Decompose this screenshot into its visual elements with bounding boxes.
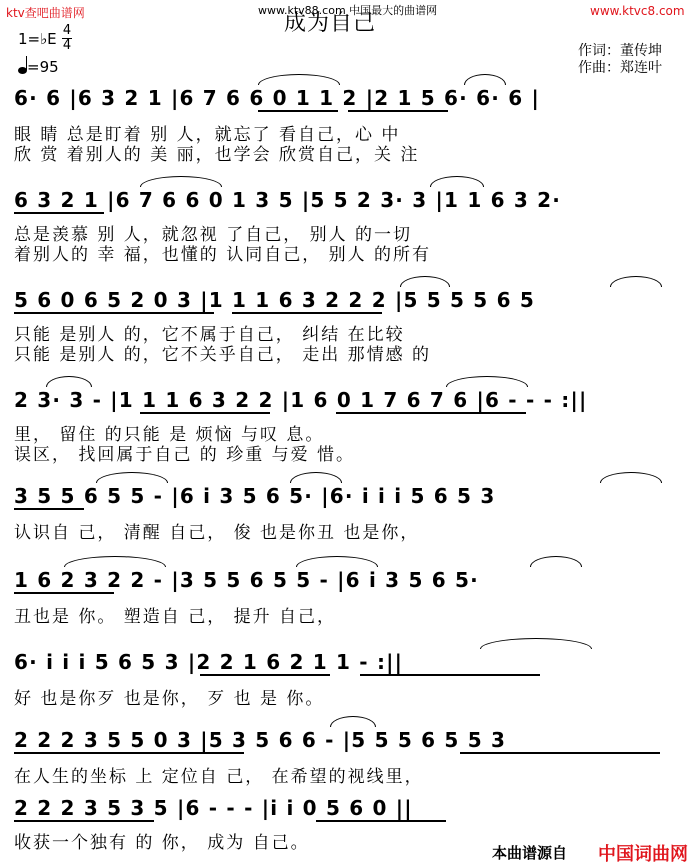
composer: 作曲：郑连叶: [578, 60, 662, 76]
slur-mark: [140, 176, 222, 187]
lyric-row-5: 认识自 己， 清醒 自己， 俊 也是你丑 也是你，: [14, 523, 420, 543]
beam-line: [14, 820, 154, 822]
slur-mark: [330, 716, 376, 727]
lyric-row-4-verse-1: 里， 留住 的只能 是 烦恼 与叹 息。: [14, 425, 325, 445]
notation-row-5: 3 5 5 6 5 5 - |6 i 3 5 6 5· |6· i i i 5 6 5 3: [14, 484, 496, 508]
slur-mark: [46, 376, 92, 387]
slur-mark: [530, 556, 582, 567]
beam-line: [336, 412, 526, 414]
site-watermark-left: ktv查吧曲谱网: [6, 6, 85, 20]
time-signature-bottom: 4: [62, 38, 72, 53]
slur-mark: [64, 556, 166, 567]
slur-mark: [610, 276, 662, 287]
lyric-row-3-verse-1: 只能 是别人 的，它不属于自己， 纠结 在比较: [14, 325, 405, 345]
lyric-row-6: 丑也是 你。 塑造自 己， 提升 自己，: [14, 607, 337, 627]
lyric-row-3-verse-2: 只能 是别人 的，它不关乎自己， 走出 那情感 的: [14, 345, 432, 365]
beam-line: [258, 110, 338, 112]
tempo-marking: [18, 56, 59, 76]
site-watermark-right: www.ktvc8.com: [590, 4, 685, 18]
beam-line: [360, 674, 540, 676]
slur-mark: [96, 472, 168, 483]
beam-line: [232, 312, 382, 314]
lyric-row-2-verse-2: 着别人的 幸 福，也懂的 认同自己， 别人 的所有: [14, 245, 432, 265]
lyric-row-4-verse-2: 误区， 找回属于自己 的 珍重 与爱 惜。: [14, 445, 356, 465]
notation-row-1: 6· 6 |6 3 2 1 |6 7 6 6 0 1 1 2 |2 1 5 6· 6· 6 |: [14, 86, 540, 110]
slur-mark: [600, 472, 662, 483]
lyricist: 作词：董传坤: [578, 43, 662, 59]
beam-line: [14, 312, 214, 314]
slur-mark: [296, 556, 378, 567]
notation-row-7: 6· i i i 5 6 5 3 |2 2 1 6 2 1 1 - :||: [14, 650, 404, 674]
site-watermark-center: www.ktv88.com 中国最大的曲谱网: [258, 4, 438, 17]
footer-source-label: 本曲谱源自: [492, 844, 568, 862]
beam-line: [14, 752, 244, 754]
slur-mark: [464, 74, 506, 85]
notation-row-9: 2 2 2 3 5 3 5 |6 - - - |i i 0 5 6 0 ||: [14, 796, 413, 820]
beam-line: [14, 508, 84, 510]
slur-mark: [446, 376, 528, 387]
lyric-row-7: 好 也是你歹 也是你， 歹 也 是 你。: [14, 689, 325, 709]
key-signature: 1=♭E: [18, 30, 57, 48]
beam-line: [14, 212, 104, 214]
footer-brand-logo: 中国词曲网: [598, 844, 688, 865]
lyric-row-8: 在人生的坐标 上 定位自 己， 在希望的视线里，: [14, 767, 424, 787]
notation-row-6: 1 6 2 3 2 2 - |3 5 5 6 5 5 - |6 i 3 5 6 5·: [14, 568, 479, 592]
notation-row-2: 6 3 2 1 |6 7 6 6 0 1 3 5 |5 5 2 3· 3 |1 1 6 3 2·: [14, 188, 562, 212]
lyric-row-1-verse-2: 欣 赏 着别人的 美 丽，也学会 欣赏自己，关 注: [14, 145, 420, 165]
song-title: 成为自己: [284, 11, 377, 36]
notation-row-8: 2 2 2 3 5 5 0 3 |5 3 5 6 6 - |5 5 5 6 5 5 3: [14, 728, 507, 752]
notation-row-4: 2 3· 3 - |1 1 1 6 3 2 2 |1 6 0 1 7 6 7 6 |6 - - - :||: [14, 388, 588, 412]
lyric-row-1-verse-1: 眼 睛 总是盯着 别 人，就忘了 看自己，心 中: [14, 125, 401, 145]
slur-mark: [430, 176, 484, 187]
beam-line: [460, 752, 660, 754]
beam-line: [200, 674, 330, 676]
beam-line: [14, 592, 114, 594]
notation-row-3: 5 6 0 6 5 2 0 3 |1 1 1 6 3 2 2 2 |5 5 5 5 6 5: [14, 288, 535, 312]
time-signature-top: 4: [62, 23, 72, 38]
tempo-value: =95: [27, 58, 59, 76]
lyric-row-9: 收获一个独有 的 你， 成为 自己。: [14, 833, 310, 853]
time-signature: [62, 24, 72, 53]
slur-mark: [480, 638, 592, 649]
slur-mark: [258, 74, 340, 85]
slur-mark: [400, 276, 450, 287]
beam-line: [348, 110, 448, 112]
slur-mark: [290, 472, 342, 483]
beam-line: [316, 820, 446, 822]
beam-line: [140, 412, 270, 414]
lyric-row-2-verse-1: 总是羡慕 别 人，就忽视 了自己， 别人 的一切: [14, 225, 413, 245]
